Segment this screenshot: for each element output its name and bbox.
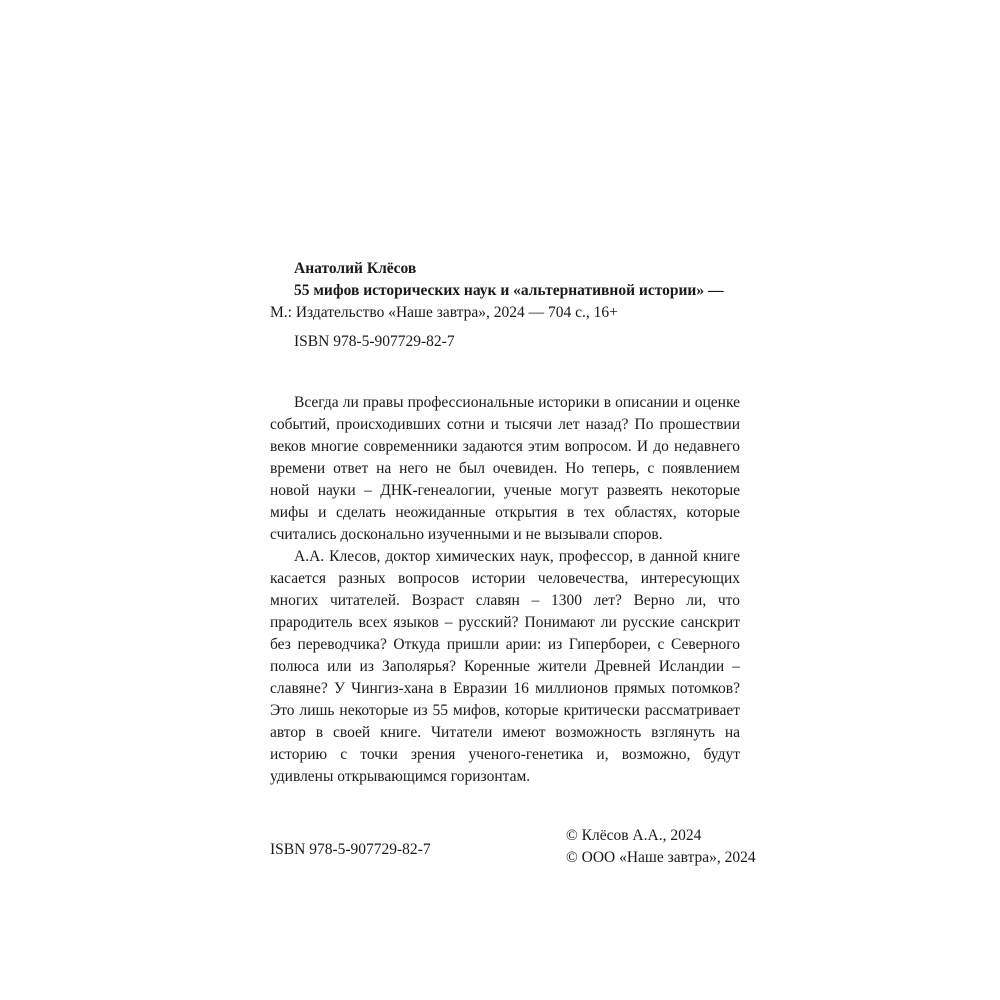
author-name: Анатолий Клёсов [294, 260, 417, 277]
copyright-block [566, 825, 756, 869]
bibliographic-record [270, 258, 740, 324]
isbn-record: ISBN 978-5-907729-82-7 [294, 333, 455, 350]
book-title: 55 мифов исторических наук и «альтернативной истории» — [294, 282, 724, 299]
copyright-author: © Клёсов А.А., 2024 [566, 827, 702, 844]
annotation [270, 392, 740, 788]
copyright-publisher: © ООО «Наше завтра», 2024 [566, 849, 756, 866]
annotation-paragraph-1: Всегда ли правы профессиональные историки в описании и оценке событий, происходивших сотни и тысячи лет назад? По прошествии веков многие современники задаются этим вопросом. И до недавнего времени ответ на него не был очевиден. Но теперь, с появлением новой науки – ДНК-генеалогии, ученые могут развеять некоторые мифы и сделать неожиданные открытия в тех областях, которые считались досконально изученными и не вызывали споров. [270, 394, 740, 543]
annotation-paragraph-2: А.А. Клесов, доктор химических наук, профессор, в данной книге касается разных вопросов истории человечества, интересующих многих читателей. Возраст славян – 1300 лет? Верно ли, что прародитель всех языков – русский? Понимают ли русские санскрит без переводчика? Откуда пришли арии: из Гипербореи, с Северного полюса или из Заполярья? Коренные жители Древней Исландии – славяне? У Чингиз-хана в Евразии 16 миллионов прямых потомков? Это лишь некоторые из 55 мифов, которые критически рассматривает автор в своей книге. Читатели имеют возможность взглянуть на историю с точки зрения ученого-генетика и, возможно, будут удивлены открывающимся горизонтам. [270, 548, 740, 785]
isbn-footer: ISBN 978-5-907729-82-7 [270, 841, 431, 858]
publication-info: М.: Издательство «Наше завтра», 2024 — 704 с., 16+ [270, 304, 618, 321]
